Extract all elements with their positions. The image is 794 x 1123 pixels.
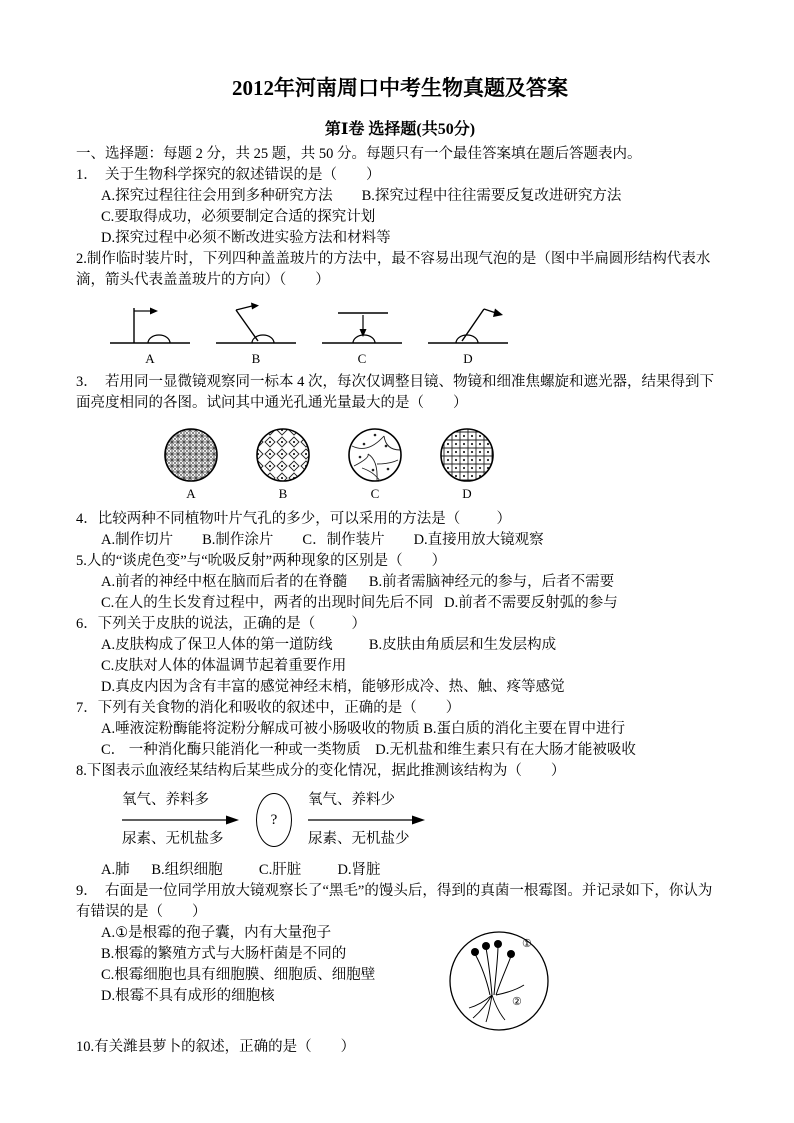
document-title: 2012年河南周口中考生物真题及答案 (232, 76, 568, 100)
question-4-option-line: A.制作切片 B.制作涂片 C．制作装片 D.直接用放大镜观察 (101, 532, 544, 548)
question-2 (76, 249, 724, 366)
question-9-option-line: C.根霉细胞也具有细胞膜、细胞质、细胞壁 (101, 967, 376, 983)
question-4-stem: 4．比较两种不同植物叶片气孔的多少，可以采用的方法是（ ） (76, 511, 511, 527)
question-10-stem: 10.有关潍县萝卜的叙述，正确的是（ ） (76, 1039, 356, 1055)
question-1-stem: 1． 关于生物科学探究的叙述错误的是（ ） (76, 167, 381, 183)
sporangium-label: ① (522, 938, 532, 950)
microscope-view-c (344, 424, 406, 501)
question-10 (76, 1037, 724, 1058)
blood-structure-diagram (122, 790, 724, 850)
microscope-view-d-diagram (436, 424, 498, 486)
figure-label: B (278, 486, 288, 501)
question-5-stem: 5.人的“谈虎色变”与“吮吸反射”两种现象的区别是（ ） (76, 553, 447, 569)
coverslip-method-c (316, 299, 408, 366)
question-1-option-line: D.探究过程中必须不断改进实验方法和材料等 (101, 230, 391, 246)
figure-label: C (370, 486, 380, 501)
coverslip-methods-figure (104, 299, 724, 366)
question-9-option-line: A.①是根霉的孢子囊，内有大量孢子 (101, 925, 332, 941)
rhizopus-mold-figure (446, 925, 556, 1037)
question-1-option-line: A.探究过程往往会用到多种研究方法 B.探究过程中往往需要反复改进研究方法 (101, 188, 622, 204)
coverslip-method-a (104, 299, 196, 366)
question-8-stem: 8.下图表示血液经某结构后某些成分的变化情况，据此推测该结构为（ ） (76, 763, 566, 779)
question-5-option-line: C.在人的生长发育过程中，两者的出现时间先后不同 D.前者不需要反射弧的参与 (101, 595, 618, 611)
question-7 (76, 698, 724, 761)
microscope-view-a-diagram (160, 424, 222, 486)
question-1-option-line: C.要取得成功，必须要制定合适的探究计划 (101, 209, 376, 225)
question-5 (76, 551, 724, 614)
microscope-view-c-diagram (344, 424, 406, 486)
diagram-output-side (308, 790, 426, 850)
question-9-option-line: D.根霉不具有成形的细胞核 (101, 988, 275, 1004)
figure-label: D (462, 486, 472, 501)
right-arrow-icon (308, 814, 426, 826)
microscope-view-d (436, 424, 498, 501)
question-7-stem: 7．下列有关食物的消化和吸收的叙述中，正确的是（ ） (76, 700, 461, 716)
question-4 (76, 509, 724, 551)
figure-label: A (186, 486, 196, 501)
question-9 (76, 881, 724, 1037)
question-7-option-line: C． 一种消化酶只能消化一种或一类物质 D.无机盐和维生素只有在大肠才能被吸收 (101, 742, 636, 758)
question-9-body (76, 923, 724, 1037)
microscope-view-b-diagram (252, 424, 314, 486)
coverslip-diagram-a (104, 299, 196, 351)
question-6-option-line: C.皮肤对人体的体温调节起着重要作用 (101, 658, 347, 674)
question-6 (76, 614, 724, 698)
microscope-view-a (160, 424, 222, 501)
coverslip-method-d (422, 299, 514, 366)
question-9-option-line: B.根霉的繁殖方式与大肠杆菌是不同的 (101, 946, 347, 962)
question-mark-label: ? (270, 811, 278, 828)
question-8-option-line: A.肺 B.组织细胞 C.肝脏 D.肾脏 (101, 862, 381, 878)
diagram-label-urea-poor: 尿素、无机盐少 (308, 831, 410, 847)
right-arrow-icon (122, 814, 240, 826)
question-5-option-line: A.前者的神经中枢在脑而后者的在脊髓 B.前者需脑神经元的参与，后者不需要 (101, 574, 615, 590)
diagram-label-oxygen-poor: 氧气、养料少 (308, 792, 395, 808)
figure-label: D (463, 351, 473, 366)
stolon-label: ② (512, 996, 522, 1008)
question-6-stem: 6．下列关于皮肤的说法，正确的是（ ） (76, 616, 366, 632)
question-6-option-line: D.真皮内因为含有丰富的感觉神经末梢，能够形成冷、热、触、疼等感觉 (101, 679, 565, 695)
coverslip-diagram-c (316, 299, 408, 351)
figure-label: C (357, 351, 367, 366)
question-9-stem: 9． 右面是一位同学用放大镜观察长了“黑毛”的馒头后，得到的真菌一根霉图。并记录如下，你认为有错误的是（ ） (76, 883, 713, 920)
coverslip-diagram-d (422, 299, 514, 351)
unknown-structure-node (256, 793, 292, 847)
microscope-view-b (252, 424, 314, 501)
question-1 (76, 165, 724, 249)
diagram-label-urea-rich: 尿素、无机盐多 (122, 831, 224, 847)
question-6-option-line: A.皮肤构成了保卫人体的第一道防线 B.皮肤由角质层和生发层构成 (101, 637, 557, 653)
question-3 (76, 372, 724, 501)
microscope-views-figure (160, 424, 724, 501)
question-9-options (76, 923, 424, 1007)
section-header: 第Ⅰ卷 选择题(共50分) (324, 121, 476, 138)
question-8 (76, 761, 724, 881)
figure-label: B (251, 351, 261, 366)
question-3-stem: 3． 若用同一显微镜观察同一标本 4 次，每次仅调整目镜、物镜和细准焦螺旋和遮光器，结果得到下面亮度相同的各图。试问其中通光孔通光量最大的是（ ） (76, 374, 714, 411)
intro-text: 一、选择题：每题 2 分，共 25 题，共 50 分。每题只有一个最佳答案填在题后答题表内。 (76, 146, 642, 162)
coverslip-method-b (210, 299, 302, 366)
coverslip-diagram-b (210, 299, 302, 351)
diagram-label-oxygen-rich: 氧气、养料多 (122, 792, 209, 808)
question-7-option-line: A.唾液淀粉酶能将淀粉分解成可被小肠吸收的物质 B.蛋白质的消化主要在胃中进行 (101, 721, 626, 737)
figure-label: A (145, 351, 155, 366)
question-2-stem: 2.制作临时装片时，下列四种盖盖玻片的方法中，最不容易出现气泡的是（图中半扁圆形结构代表水滴，箭头代表盖盖玻片的方向）（ ） (76, 251, 711, 288)
diagram-input-side (122, 790, 240, 850)
